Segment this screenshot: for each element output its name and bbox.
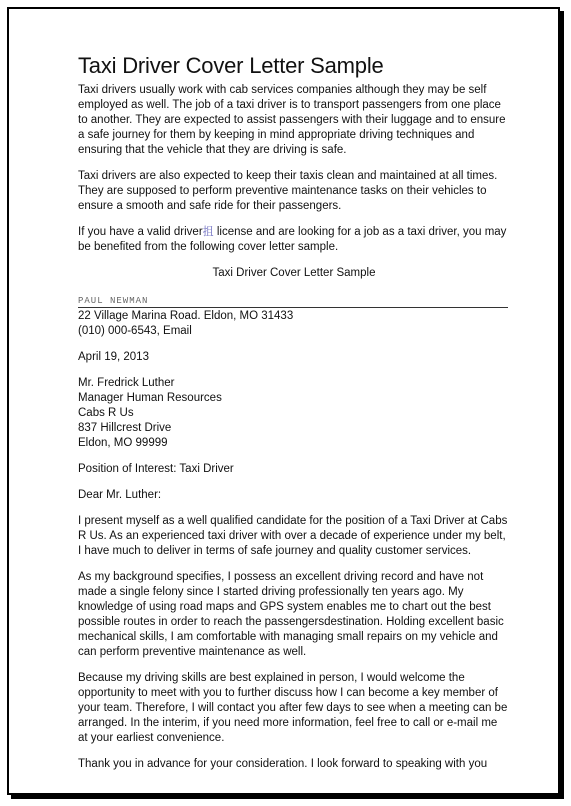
body-paragraph-4: Thank you in advance for your consideration. I look forward to speaking with you [78, 758, 488, 770]
recipient-city: Eldon, MO 99999 [78, 437, 168, 449]
recipient-title: Manager Human Resources [78, 392, 222, 404]
sample-heading: Taxi Driver Cover Letter Sample [212, 267, 376, 279]
intro-paragraph-1: Taxi drivers usually work with cab services companies although they may be self employed as well. The job of a taxi driver is to transport passengers from one place to another. They are expected to assist passengers with their luggage and to ensure a safe journey for them by keeping in mind appropriate driving techniques and ensuring that the vehicle that they are driving is safe. [78, 84, 506, 156]
document-content [78, 52, 510, 783]
intro-paragraph-3-start: If you have a valid driver [78, 226, 203, 238]
body-paragraph-1: I present myself as a well qualified candidate for the position of a Taxi Driver at Cabs R Us. As an experienced taxi driver with over a decade of experience under my belt, I have much to deliver in terms of safe journey and quality customer services. [78, 515, 508, 557]
sender-address: 22 Village Marina Road. Eldon, MO 31433 [78, 310, 294, 322]
salutation: Dear Mr. Luther: [78, 489, 162, 501]
recipient-street: 837 Hillcrest Drive [78, 422, 172, 434]
encoding-glyph: 抯 [202, 226, 214, 238]
intro-paragraph-3-end: license and are looking for a job as a taxi driver, you may be benefited from the following cover letter sample. [78, 226, 507, 253]
intro-paragraph-3 [78, 225, 510, 255]
recipient-company: Cabs R Us [78, 407, 134, 419]
recipient-block [78, 376, 510, 451]
position-line: Position of Interest: Taxi Driver [78, 463, 234, 475]
page-title: Taxi Driver Cover Letter Sample [78, 53, 384, 78]
sender-name: PAUL NEWMAN [78, 295, 508, 308]
sender-block [78, 309, 510, 339]
sender-contact: (010) 000-6543, Email [78, 325, 192, 337]
recipient-name: Mr. Fredrick Luther [78, 377, 175, 389]
intro-paragraph-2: Taxi drivers are also expected to keep their taxis clean and maintained at all times. They are supposed to perform preventive maintenance tasks on their vehicles to ensure a smooth and safe ride for their passengers. [78, 170, 498, 212]
body-paragraph-2: As my background specifies, I possess an excellent driving record and have not made a single felony since I started driving professionally ten years ago. My knowledge of using road maps and GPS system enables me to chart out the best possible routes in order to reach the passengersdestination. Holding excellent basic mechanical skills, I am comfortable with managing small repairs on my vehicle and can perform preventive maintenance as well. [78, 571, 504, 658]
body-paragraph-3: Because my driving skills are best explained in person, I would welcome the opportunity to meet with you to further discuss how I can become a key member of your team. Therefore, I will contact you after few days to see when a meeting can be arranged. In the interim, if you need more information, feel free to call or e-mail me at your earliest convenience. [78, 672, 508, 744]
letter-date: April 19, 2013 [78, 351, 149, 363]
